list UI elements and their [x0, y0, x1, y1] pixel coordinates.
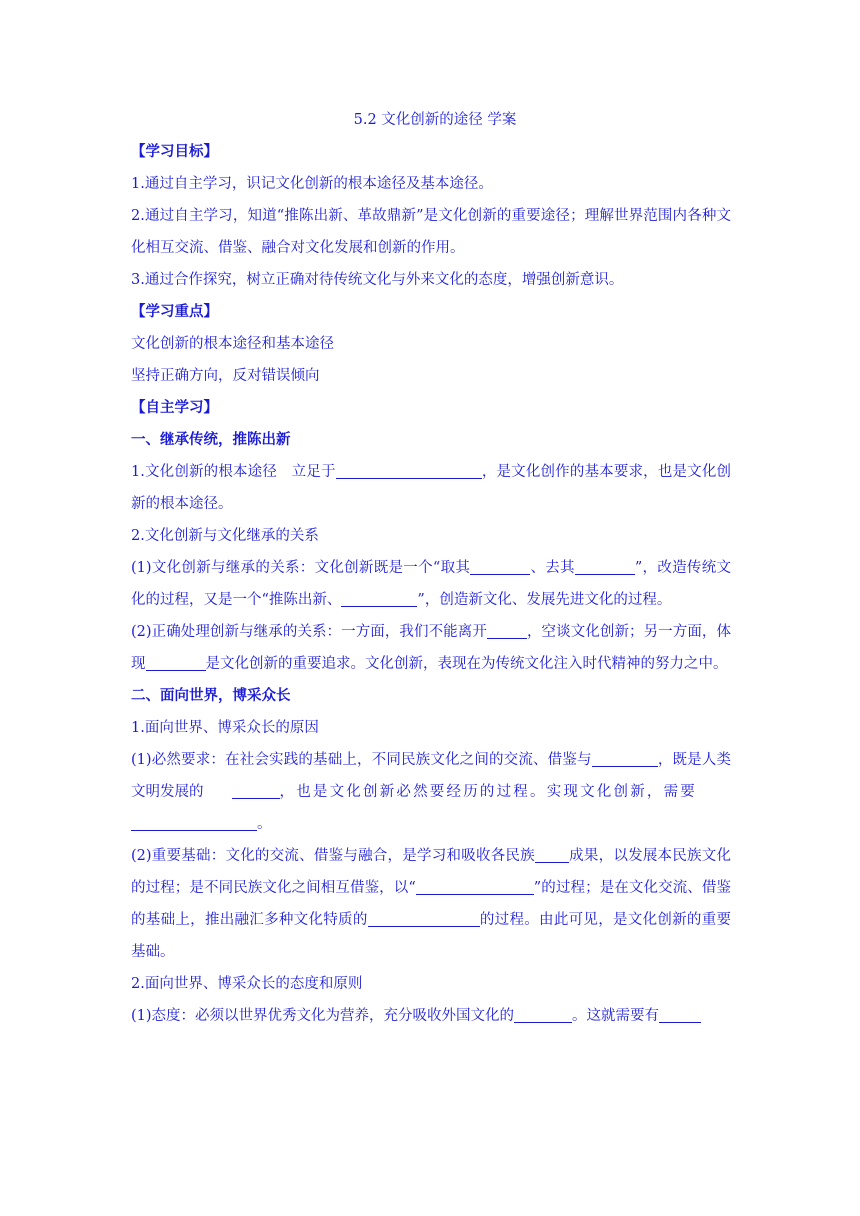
fill-blank[interactable]: [592, 751, 658, 767]
paragraph-root-path: 1.文化创新的根本途径 立足于 ，是文化创作的基本要求，也是文化创新的根本途径。: [131, 464, 731, 512]
paragraph-relation-1: (1)文化创新与继承的关系：文化创新既是一个“取其 、去其 ”，改造传统文化的过程，又是一个“推陈出新、 ”，创造新文化、发展先进文化的过程。: [131, 560, 732, 608]
goal-item: 2.通过自主学习，知道“推陈出新、革故鼎新”是文化创新的重要途径；理解世界范围内各种文化相互交流、借鉴、融合对文化发展和创新的作用。: [131, 208, 731, 256]
fill-blank[interactable]: [535, 847, 569, 863]
fill-blank[interactable]: [514, 1007, 572, 1023]
key-point-item: 文化创新的根本途径和基本途径: [131, 336, 334, 352]
paragraph-reason: 1.面向世界、博采众长的原因: [131, 720, 319, 736]
paragraph-necessity: (1)必然要求：在社会实践的基础上，不同民族文化之间的交流、借鉴与 ，既是人类文明发展的 ，也是文化创新必然要经历的过程。实现文化创新，需要 。: [131, 752, 731, 832]
key-point-item: 坚持正确方向，反对错误倾向: [131, 368, 320, 384]
fill-blank[interactable]: [232, 783, 280, 799]
fill-blank[interactable]: [368, 911, 480, 927]
fill-blank[interactable]: [146, 655, 206, 671]
fill-blank[interactable]: [341, 591, 417, 607]
section-one-heading: 一、继承传统，推陈出新: [131, 431, 291, 448]
document-title: 5.2 文化创新的途径 学案: [353, 112, 517, 128]
key-points-heading: 【学习重点】: [131, 303, 218, 320]
self-study-heading: 【自主学习】: [131, 399, 218, 416]
paragraph-relation: 2.文化创新与文化继承的关系: [131, 528, 319, 544]
paragraph-attitude: (1)态度：必须以世界优秀文化为营养，充分吸收外国文化的 。这就需要有: [131, 1000, 731, 1032]
paragraph-basis: (2)重要基础：文化的交流、借鉴与融合，是学习和吸收各民族 成果，以发展本民族文化的过程；是不同民族文化之间相互借鉴，以“ ”的过程；是在文化交流、借鉴的基础上，推出融汇多种文化特质的 的过程。由此可见，是文化创新的重要基础。: [131, 848, 732, 960]
fill-blank[interactable]: [470, 559, 530, 575]
goal-item: 1.通过自主学习，识记文化创新的根本途径及基本途径。: [131, 176, 493, 192]
fill-blank[interactable]: [575, 559, 635, 575]
fill-blank[interactable]: [659, 1007, 701, 1023]
fill-blank[interactable]: [487, 623, 527, 639]
paragraph-attitude-heading: 2.面向世界、博采众长的态度和原则: [131, 976, 363, 992]
paragraph-relation-2: (2)正确处理创新与继承的关系：一方面，我们不能离开 ，空谈文化创新；另一方面，体现 是文化创新的重要追求。文化创新，表现在为传统文化注入时代精神的努力之中。: [131, 624, 731, 672]
section-two-heading: 二、面向世界，博采众长: [131, 687, 291, 704]
fill-blank[interactable]: [416, 879, 534, 895]
fill-blank[interactable]: [336, 463, 482, 479]
goals-heading: 【学习目标】: [131, 143, 218, 160]
document-body: [131, 104, 731, 1032]
fill-blank[interactable]: [131, 815, 257, 831]
goal-item: 3.通过合作探究，树立正确对待传统文化与外来文化的态度，增强创新意识。: [131, 272, 624, 288]
